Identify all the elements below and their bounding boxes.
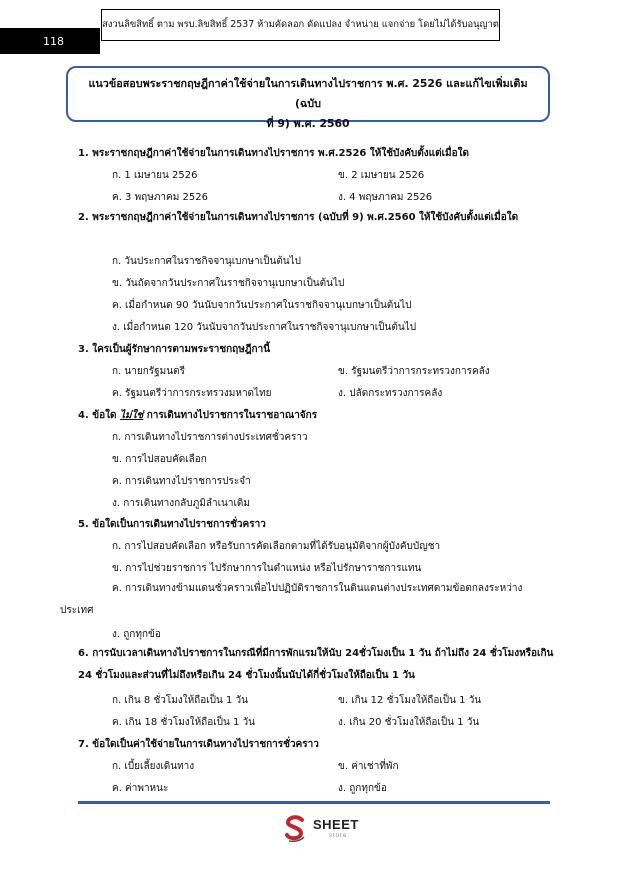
q2-option-b: ข. วันถัดจากวันประกาศในราชกิจจานุเบกษาเป็นต้นไป — [112, 278, 345, 289]
q4-option-b: ข. การไปสอบคัดเลือก — [112, 454, 207, 465]
sheet-logo-icon — [283, 814, 307, 842]
question-6: 6. การนับเวลาเดินทางไปราชการในกรณีที่มีการพักแรมให้นับ 24ชั่วโมงเป็น 1 วัน ถ้าไม่ถึง 24 ชั่วโมงหรือเกิน 24 ชั่วโมงและส่วนที่ไม่ถึงหรือเกิน 24 ชั่วโมงนั้นนับได้กี่ชั่วโมงให้ถือเป็น 1 วัน — [78, 648, 554, 681]
logo-brand-text: SHEET — [313, 817, 359, 832]
q7-option-d: ง. ถูกทุกข้อ — [338, 783, 387, 794]
question-5: 5. ข้อใดเป็นการเดินทางไปราชการชั่วคราว — [78, 519, 266, 530]
q5-option-d: ง. ถูกทุกข้อ — [112, 629, 161, 640]
title-line-1: แนวข้อสอบพระราชกฤษฎีกาค่าใช้จ่ายในการเดินทางไปราชการ พ.ศ. 2526 และแก้ไขเพิ่มเติม (ฉบับ — [88, 77, 528, 110]
sheet-store-logo — [283, 814, 363, 846]
copyright-header: สงวนลิขสิทธิ์ ตาม พรบ.ลิขสิทธิ์ 2537 ห้ามคัดลอก ดัดแปลง จำหน่าย แจกจ่าย โดยไม่ได้รับอนุญาต — [101, 9, 500, 41]
q1-option-a: ก. 1 เมษายน 2526 — [112, 170, 198, 181]
q1-option-b: ข. 2 เมษายน 2526 — [338, 170, 425, 181]
exam-title-box — [66, 66, 550, 130]
q6-option-b: ข. เกิน 12 ชั่วโมงให้ถือเป็น 1 วัน — [338, 695, 482, 706]
q4-option-c: ค. การเดินทางไปราชการประจำ — [112, 476, 251, 487]
q6-option-d: ง. เกิน 20 ชั่วโมงให้ถือเป็น 1 วัน — [338, 717, 480, 728]
q5-option-c: ค. การเดินทางข้ามแดนชั่วคราวเพื่อไปปฏิบัติราชการในดินแดนต่างประเทศตามข้อตกลงระหว่างประเทศ — [60, 583, 523, 616]
q6-option-a: ก. เกิน 8 ชั่วโมงให้ถือเป็น 1 วัน — [112, 695, 248, 706]
q3-option-c: ค. รัฐมนตรีว่าการกระทรวงมหาดไทย — [112, 388, 272, 399]
q1-option-c: ค. 3 พฤษภาคม 2526 — [112, 192, 208, 203]
question-1: 1. พระราชกฤษฎีกาค่าใช้จ่ายในการเดินทางไปราชการ พ.ศ.2526 ให้ใช้บังคับตั้งแต่เมื่อใด — [78, 148, 469, 159]
q5-option-b: ข. การไปช่วยราชการ ไปรักษาการในตำแหน่ง หรือไปรักษาราชการแทน — [112, 563, 422, 574]
question-4 — [78, 408, 317, 423]
q3-option-b: ข. รัฐมนตรีว่าการกระทรวงการคลัง — [338, 366, 490, 377]
q1-option-d: ง. 4 พฤษภาคม 2526 — [338, 192, 433, 203]
question-4-suffix: การเดินทางไปราชการในราชอาณาจักร — [143, 410, 318, 421]
q3-option-d: ง. ปลัดกระทรวงการคลัง — [338, 388, 443, 399]
question-4-prefix: 4. ข้อใด — [78, 410, 120, 421]
q2-option-a: ก. วันประกาศในราชกิจจานุเบกษาเป็นต้นไป — [112, 256, 302, 267]
q7-option-a: ก. เบี้ยเลี้ยงเดินทาง — [112, 761, 195, 772]
question-3: 3. ใครเป็นผู้รักษาการตามพระราชกฤษฎีกานี้ — [78, 344, 271, 355]
q6-option-c: ค. เกิน 18 ชั่วโมงให้ถือเป็น 1 วัน — [112, 717, 255, 728]
q5-option-a: ก. การไปสอบคัดเลือก หรือรับการคัดเลือกตามที่ได้รับอนุมัติจากผู้บังคับบัญชา — [112, 541, 441, 552]
question-4-emphasis: ไม่ใช่ — [119, 410, 144, 421]
q2-option-c: ค. เมื่อกำหนด 90 วันนับจากวันประกาศในราชกิจจานุเบกษาเป็นต้นไป — [112, 300, 412, 311]
title-line-2: ที่ 9) พ.ศ. 2560 — [266, 117, 350, 130]
footer-divider — [78, 801, 550, 804]
question-2: 2. พระราชกฤษฎีกาค่าใช้จ่ายในการเดินทางไปราชการ (ฉบับที่ 9) พ.ศ.2560 ให้ใช้บังคับตั้งแต่เมื่อใด — [78, 212, 519, 223]
q2-option-d: ง. เมื่อกำหนด 120 วันนับจากวันประกาศในราชกิจจานุเบกษาเป็นต้นไป — [112, 322, 417, 333]
question-7: 7. ข้อใดเป็นค่าใช้จ่ายในการเดินทางไปราชการชั่วคราว — [78, 739, 319, 750]
q4-option-d: ง. การเดินทางกลับภูมิลำเนาเดิม — [112, 498, 250, 509]
page-number: 118 — [0, 28, 100, 54]
q4-option-a: ก. การเดินทางไปราชการต่างประเทศชั่วคราว — [112, 432, 308, 443]
q3-option-a: ก. นายกรัฐมนตรี — [112, 366, 185, 377]
q7-option-b: ข. ค่าเช่าที่พัก — [338, 761, 399, 772]
logo-sub-text: store — [329, 833, 348, 839]
q7-option-c: ค. ค่าพาหนะ — [112, 783, 169, 794]
